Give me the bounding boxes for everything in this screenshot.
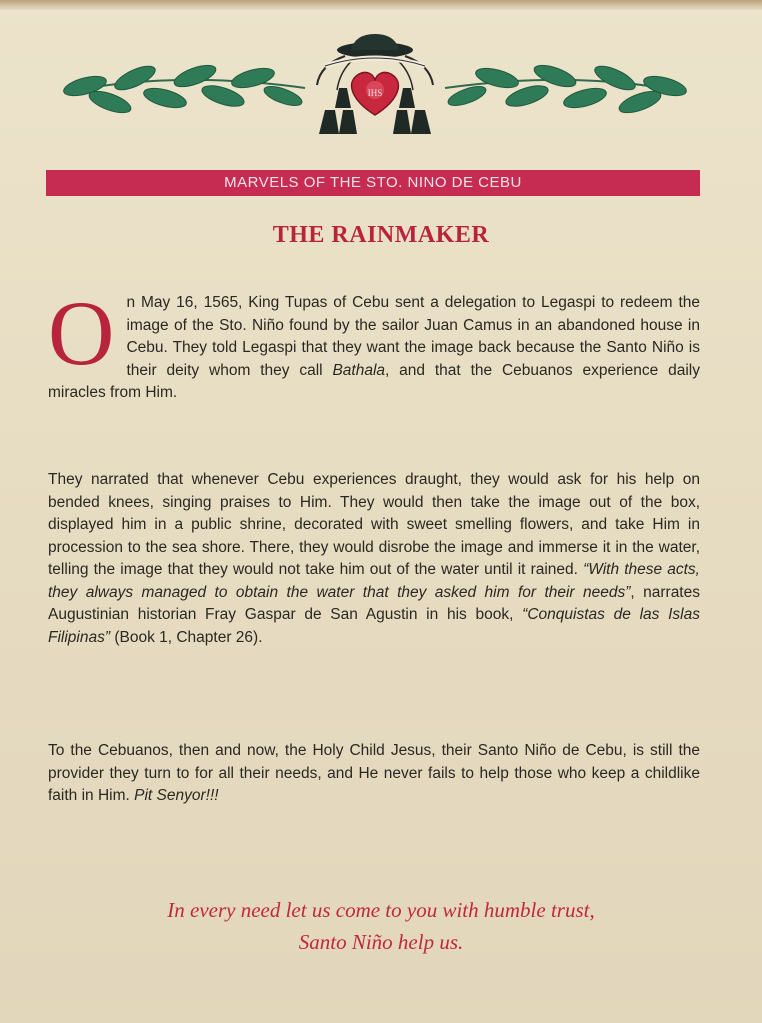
- paragraph-2-text-a: They narrated that whenever Cebu experiences draught, they would ask for his help on bended knees, singing praises to Him. They would then take the image out of the box, displayed him in a public shrine, decorated with sweet smelling flowers, and take Him in procession to the sea shore. There, they would disrobe the image and immerse it in the water, telling the image that they would not take him out of the water until it rained.: [48, 471, 700, 578]
- ihs-monogram: IHS: [367, 88, 383, 98]
- coat-of-arms-emblem: [55, 30, 695, 145]
- drop-cap: O: [48, 282, 115, 384]
- right-tassels-icon: [393, 88, 431, 134]
- paragraph-2-italic-quote: “With these acts, they always managed to obtain the water that they asked him for their needs”: [48, 561, 700, 601]
- prayer-line-1: In every need let us come to you with humble trust,: [167, 898, 595, 922]
- paragraph-1-text-a: n May 16, 1565, King Tupas of Cebu sent a delegation to Legaspi to redeem the image of the Sto. Niño found by the sailor Juan Camus in an abandoned house in Cebu. They told Legaspi that they want the image back because the Santo Niño is their deity whom they call: [126, 294, 700, 379]
- left-tassels-icon: [319, 88, 357, 134]
- left-laurel-branch: [62, 61, 305, 117]
- paragraph-1-text-b: , and that the Cebuanos experience daily miracles from Him.: [48, 361, 701, 401]
- paragraph-3: [48, 740, 700, 808]
- paragraph-3-text-a: To the Cebuanos, then and now, the Holy Child Jesus, their Santo Niño de Cebu, is still the provider they turn to for all their needs, and He never fails to help those who keep a childlike faith in Him.: [48, 742, 700, 804]
- series-banner: MARVELS OF THE STO. NINO DE CEBU: [46, 170, 700, 196]
- paragraph-3-italic-pit-senyor: Pit Senyor!!!: [134, 787, 219, 804]
- paragraph-2-text-c: (Book 1, Chapter 26).: [110, 628, 263, 646]
- paragraph-1-italic-bathala: Bathala: [332, 361, 386, 379]
- paragraph-2-text-b: , narrates Augustinian historian Fray Gaspar de San Agustin in his book,: [48, 583, 700, 623]
- paragraph-2: [48, 469, 700, 649]
- right-laurel-branch: [445, 61, 688, 117]
- prayer-line-2: Santo Niño help us.: [298, 930, 464, 954]
- article-title: THE RAINMAKER: [272, 222, 490, 248]
- paragraph-1: [48, 282, 701, 405]
- closing-prayer: [0, 894, 762, 958]
- paragraph-2-italic-book: “Conquistas de las Islas Filipinas”: [48, 606, 700, 646]
- frame-edge: [0, 0, 762, 10]
